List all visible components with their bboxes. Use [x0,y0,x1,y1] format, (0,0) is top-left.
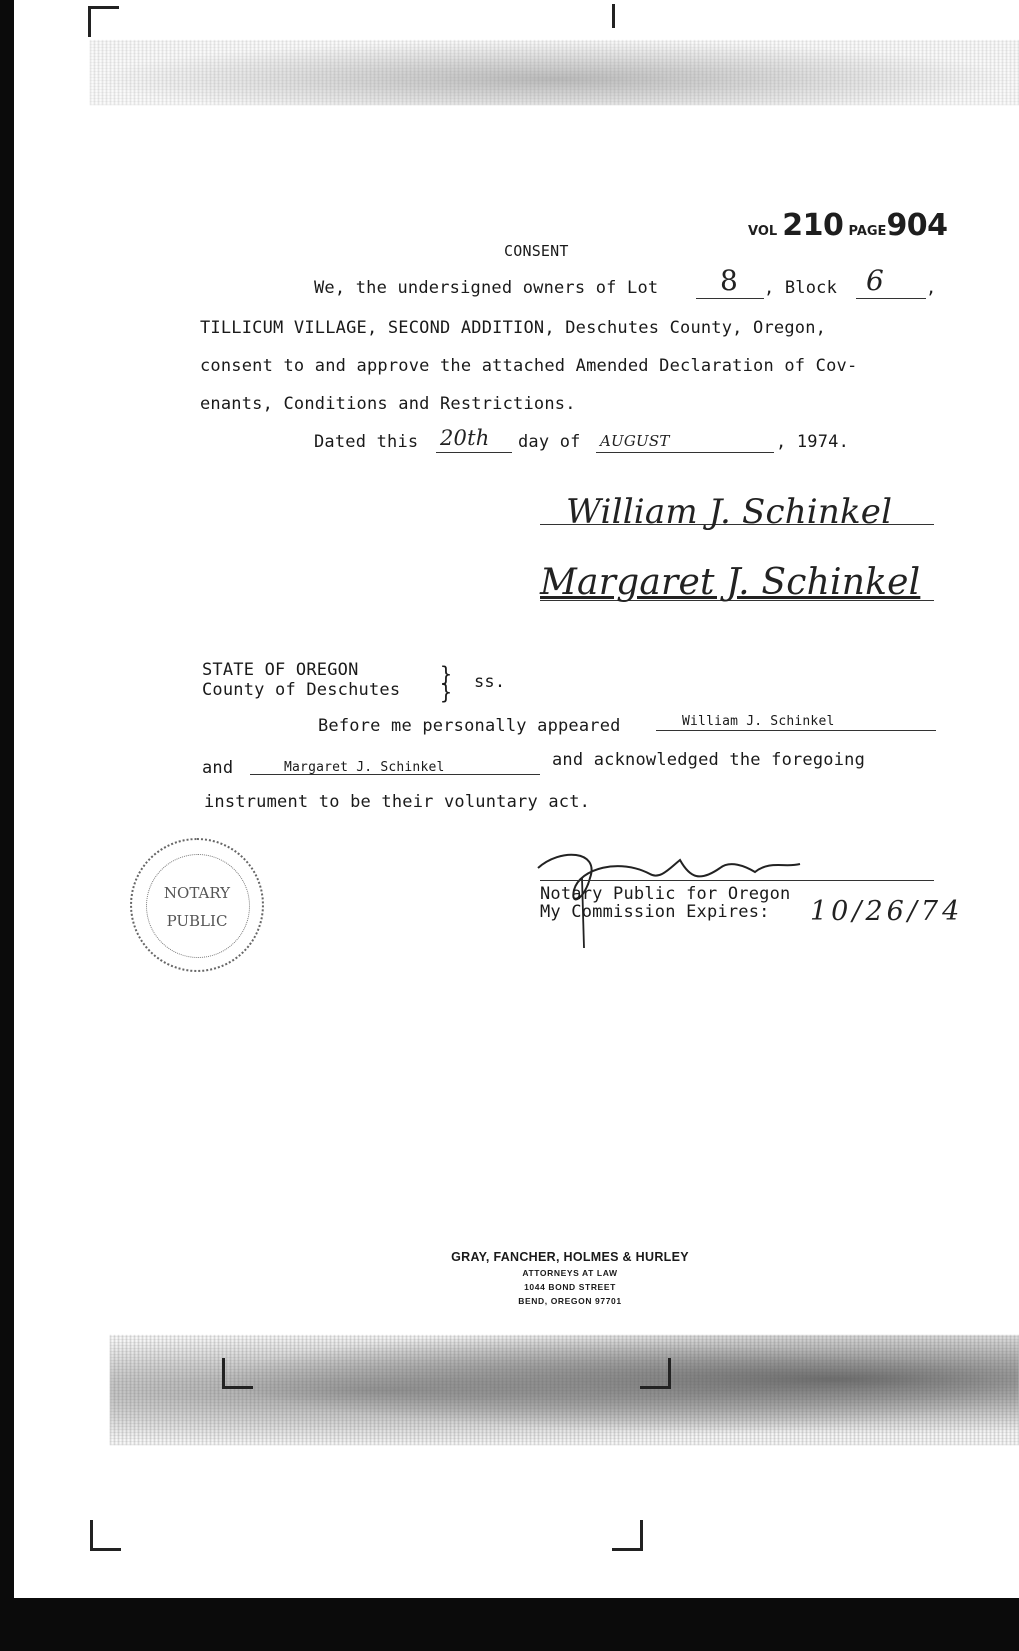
acknowledged-text: and acknowledged the foregoing [552,750,866,770]
seal-text-top: NOTARY [163,884,231,902]
firm-subtitle: ATTORNEYS AT LAW [522,1268,618,1278]
county-label: County of Deschutes [202,680,401,700]
notary-seal-inner-ring [146,854,250,958]
instrument-text: instrument to be their voluntary act. [204,792,591,812]
vol-number: 210 [782,208,844,243]
firm-name: GRAY, FANCHER, HOLMES & HURLEY [451,1250,689,1264]
notary-seal [130,838,264,972]
scan-noise-top [90,40,1019,105]
bracket-bottom: } [440,680,453,704]
scan-edge-left [0,0,14,1651]
document-title: CONSENT [504,242,569,260]
crop-mark-bottom-right [640,1358,671,1389]
consent-line-4: enants, Conditions and Restrictions. [200,394,576,414]
before-me-label: Before me personally appeared [318,716,621,736]
block-fill-line [856,298,926,299]
firm-street: 1044 BOND STREET [524,1282,616,1292]
dated-label-b: day of [518,432,581,452]
firm-city: BEND, OREGON 97701 [518,1296,622,1306]
consent-line-3: consent to and approve the attached Amended Declaration of Cov- [200,356,858,376]
consent-line-2: TILLICUM VILLAGE, SECOND ADDITION, Deschutes County, Oregon, [200,318,827,338]
month-fill-line [596,452,774,453]
appeared-name-2: Margaret J. Schinkel [284,760,445,775]
dated-day: 20th [440,426,490,450]
dated-label-c: , 1974. [776,432,850,452]
block-number: 6 [866,264,885,297]
seal-text-bottom: PUBLIC [166,912,228,930]
commission-label: My Commission Expires: [540,902,770,922]
appeared-name-1: William J. Schinkel [682,714,835,729]
lot-fill-line [696,298,764,299]
dated-month: AUGUST [600,432,670,450]
signature-william: William J. Schinkel [566,492,893,532]
page-number: 904 [886,208,948,243]
page-label: PAGE [848,224,887,239]
crop-mark-bottom-right-outer [612,1520,643,1551]
crop-mark-top-right [612,4,617,28]
day-fill-line [436,452,512,453]
crop-mark-bottom-left-outer [90,1520,121,1551]
signature-margaret: Margaret J. Schinkel [540,562,921,603]
volume-page-stamp [748,208,948,243]
appeared-fill-line-1 [656,730,936,731]
consent-line-1-a: We, the undersigned owners of Lot [314,278,659,298]
scan-noise-bottom [110,1335,1019,1445]
crop-mark-bottom-left [222,1358,253,1389]
and-label: and [202,758,234,778]
bracket-top: } [440,662,453,686]
lot-number: 8 [720,264,739,297]
crop-mark-top-left [88,6,119,37]
notary-title: Notary Public for Oregon [540,884,791,904]
consent-line-1-c: , [926,278,937,298]
ss-label: ss. [474,672,506,692]
state-label: STATE OF OREGON [202,660,359,680]
dated-label-a: Dated this [314,432,419,452]
consent-line-1-b: , Block [764,278,838,298]
scan-edge-bottom [0,1598,1019,1651]
notary-signature-line [540,880,934,881]
commission-date: 10/26/74 [810,896,964,927]
vol-label: VOL [748,224,778,239]
